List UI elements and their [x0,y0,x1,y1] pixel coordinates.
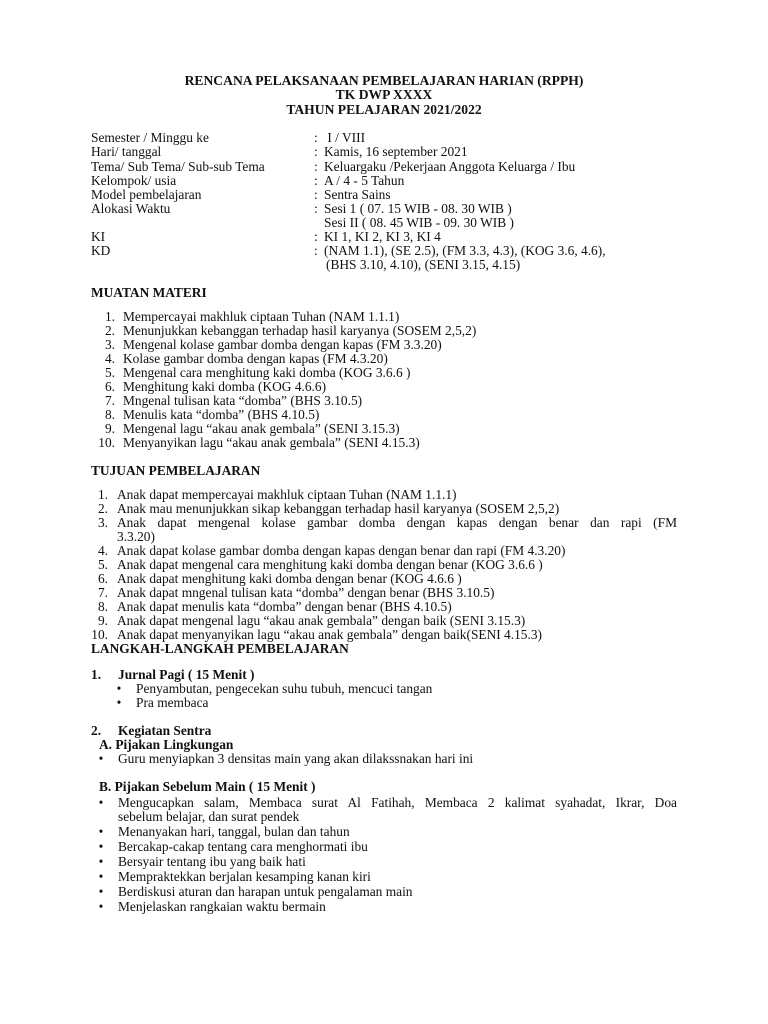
document-page: RENCANA PELAKSANAAN PEMBELAJARAN HARIAN (RPPH) TK DWP XXXX TAHUN PELAJARAN 2021/2022 Semester / Minggu ke : I / VIII Hari/ tanggal : Kamis, 16 september 2021 Tema/ Sub Tema/ Sub-sub Tema : Keluargaku /Pekerjaan Anggota Keluarga / Ibu Kelompok/ usia : A / 4 - 5 Tahun Model pembelajaran : Sentra Sains Alokasi Waktu : Sesi 1 ( 07. 15 WIB - 08. 30 WIB ) Sesi II ( 08. 45 WIB - 09. 30 WIB ) KI : KI 1, KI 2, KI 3, KI 4 KD : (NAM 1.1), (SE 2.5), (FM 3.3, 4.3), (KOG 3.6, 4.6), (BHS 3.10, 4.10), (SENI 3.15, 4.15) MUATAN MATERI 1. Mempercayai makhluk ciptaan Tuhan (NAM 1.1.1) 2. Menunjukkan kebanggan terhadap hasil karyanya (SOSEM 2,5,2) 3. Mengenal kolase gambar domba dengan kapas (FM 3.3.20) 4. Kolase gambar domba dengan kapas (FM 4.3.20) 5. Mengenal cara menghitung kaki domba (KOG 3.6.6 ) 6. Menghitung kaki domba (KOG 4.6.6) 7. Mngenal tulisan kata “domba” (BHS 3.10.5) 8. Menulis kata “domba” (BHS 4.10.5) 9. Mengenal lagu “akau anak gembala” (SENI 3.15.3) 10. Menyanyikan lagu “akau anak gembala” (SENI 4.15.3) TUJUAN PEMBELAJARAN 1. Anak dapat mempercayai makhluk ciptaan Tuhan (NAM 1.1.1) 2. Anak mau menunjukkan sikap kebanggan terhadap hasil karyanya (SOSEM 2,5,2) 3. Anak dapat mengenal kolase gambar domba dengan kapas dengan benar dan rapi (FM 3.3.20) 4. Anak dapat kolase gambar domba dengan kapas dengan benar dan rapi (FM 4.3.20) 5. Anak dapat mengenal cara menghitung kaki domba dengan benar (KOG 3.6.6 ) 6. Anak dapat menghitung kaki domba dengan benar (KOG 4.6.6 ) 7. Anak dapat mngenal tulisan kata “domba” dengan benar (BHS 3.10.5) 8. Anak dapat menulis kata “domba” dengan benar (BHS 4.10.5) 9. Anak dapat mengenal lagu “akau anak gembala” dengan baik (SENI 3.15.3) 10. Anak dapat menyanyikan lagu “akau anak gembala” dengan baik(SENI 4.15.3) LANGKAH-LANGKAH PEMBELAJARAN 1. Jurnal Pagi ( 15 Menit ) • Penyambutan, pengecekan suhu tubuh, mencuci tangan • Pra membaca 2. Kegiatan Sentra A. Pijakan Lingkungan • Guru menyiapkan 3 densitas main yang akan dilakssnakan hari ini B. Pijakan Sebelum Main ( 15 Menit ) • Mengucapkan salam, Membaca surat Al Fatihah, Membaca 2 kalimat syahadat, Ikrar, Doa sebelum belajar, dan surat pendek • Menanyakan hari, tanggal, bulan dan tahun • Bercakap-cakap tentang cara menghormati ibu • Bersyair tentang ibu yang baik hati • Mempraktekkan berjalan kesamping kanan kiri • Berdiskusi aturan dan harapan untuk pengalaman main • Menjelaskan rangkaian waktu bermain [0,0,768,1024]
doc-school: TK DWP XXXX [335,87,433,102]
section-heading-muatan: MUATAN MATERI [91,285,207,300]
doc-year: TAHUN PELAJARAN 2021/2022 [286,102,482,117]
section-heading-tujuan: TUJUAN PEMBELAJARAN [91,463,261,478]
doc-title: RENCANA PELAKSANAAN PEMBELAJARAN HARIAN (RPPH) [184,73,584,88]
section-heading-langkah: LANGKAH-LANGKAH PEMBELAJARAN [91,641,349,656]
